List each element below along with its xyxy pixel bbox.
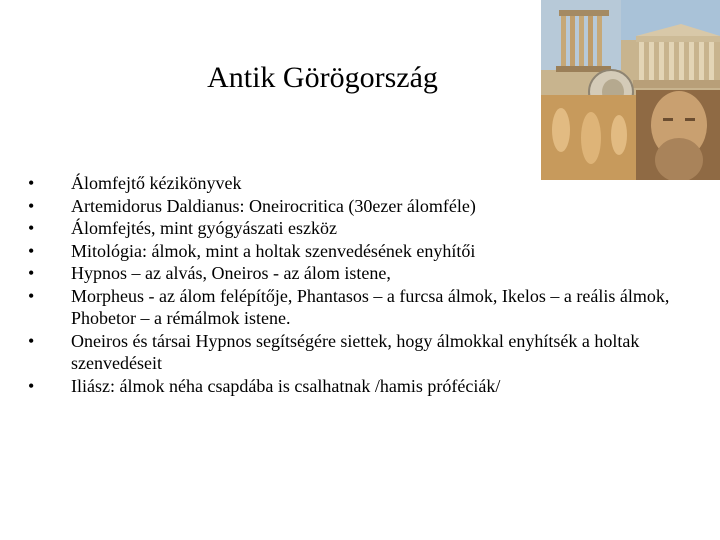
- bullet-text: Morpheus - az álom felépítője, Phantasos – a furcsa álmok, Ikelos – a reális álmok, Phobetor – a rémálmok istene.: [71, 285, 670, 328]
- bullet-dot: •: [28, 330, 35, 351]
- bullet-item: [28, 172, 688, 195]
- bullet-item: [28, 262, 688, 285]
- ancient-greece-collage-image: [541, 0, 720, 180]
- bullet-text: Oneiros és társai Hypnos segítségére siettek, hogy álmokkal enyhítsék a holtak szenvedéseit: [71, 330, 640, 373]
- bullet-dot: •: [28, 195, 35, 216]
- bullet-item: [28, 330, 688, 375]
- bullet-dot: •: [28, 263, 35, 283]
- bullet-text: Álomfejtés, mint gyógyászati eszköz: [71, 218, 337, 238]
- bullet-dot: •: [28, 218, 35, 238]
- bullet-text: Artemidorus Daldianus: Oneirocritica (30ezer álomféle): [71, 195, 476, 216]
- bullet-text: Iliász: álmok néha csapdába is csalhatnak /hamis próféciák/: [71, 375, 501, 396]
- slide-title: Antik Görögország: [207, 61, 438, 94]
- bullet-dot: •: [28, 240, 35, 261]
- bullet-text: Hypnos – az alvás, Oneiros - az álom istene,: [71, 263, 391, 283]
- bullet-item: [28, 217, 688, 240]
- bullet-dot: •: [28, 285, 35, 306]
- bullet-item: [28, 285, 688, 330]
- bullet-text: Álomfejtő kézikönyvek: [71, 173, 242, 193]
- bullet-item: [28, 195, 688, 218]
- bullet-text: Mitológia: álmok, mint a holtak szenvedésének enyhítői: [71, 240, 476, 261]
- bullet-list: [28, 172, 688, 397]
- philosopher-bust: [636, 90, 720, 180]
- bullet-item: [28, 240, 688, 263]
- bullet-item: [28, 375, 688, 398]
- bullet-dot: •: [28, 375, 35, 396]
- stone-relief: [541, 95, 636, 180]
- bullet-dot: •: [28, 173, 35, 193]
